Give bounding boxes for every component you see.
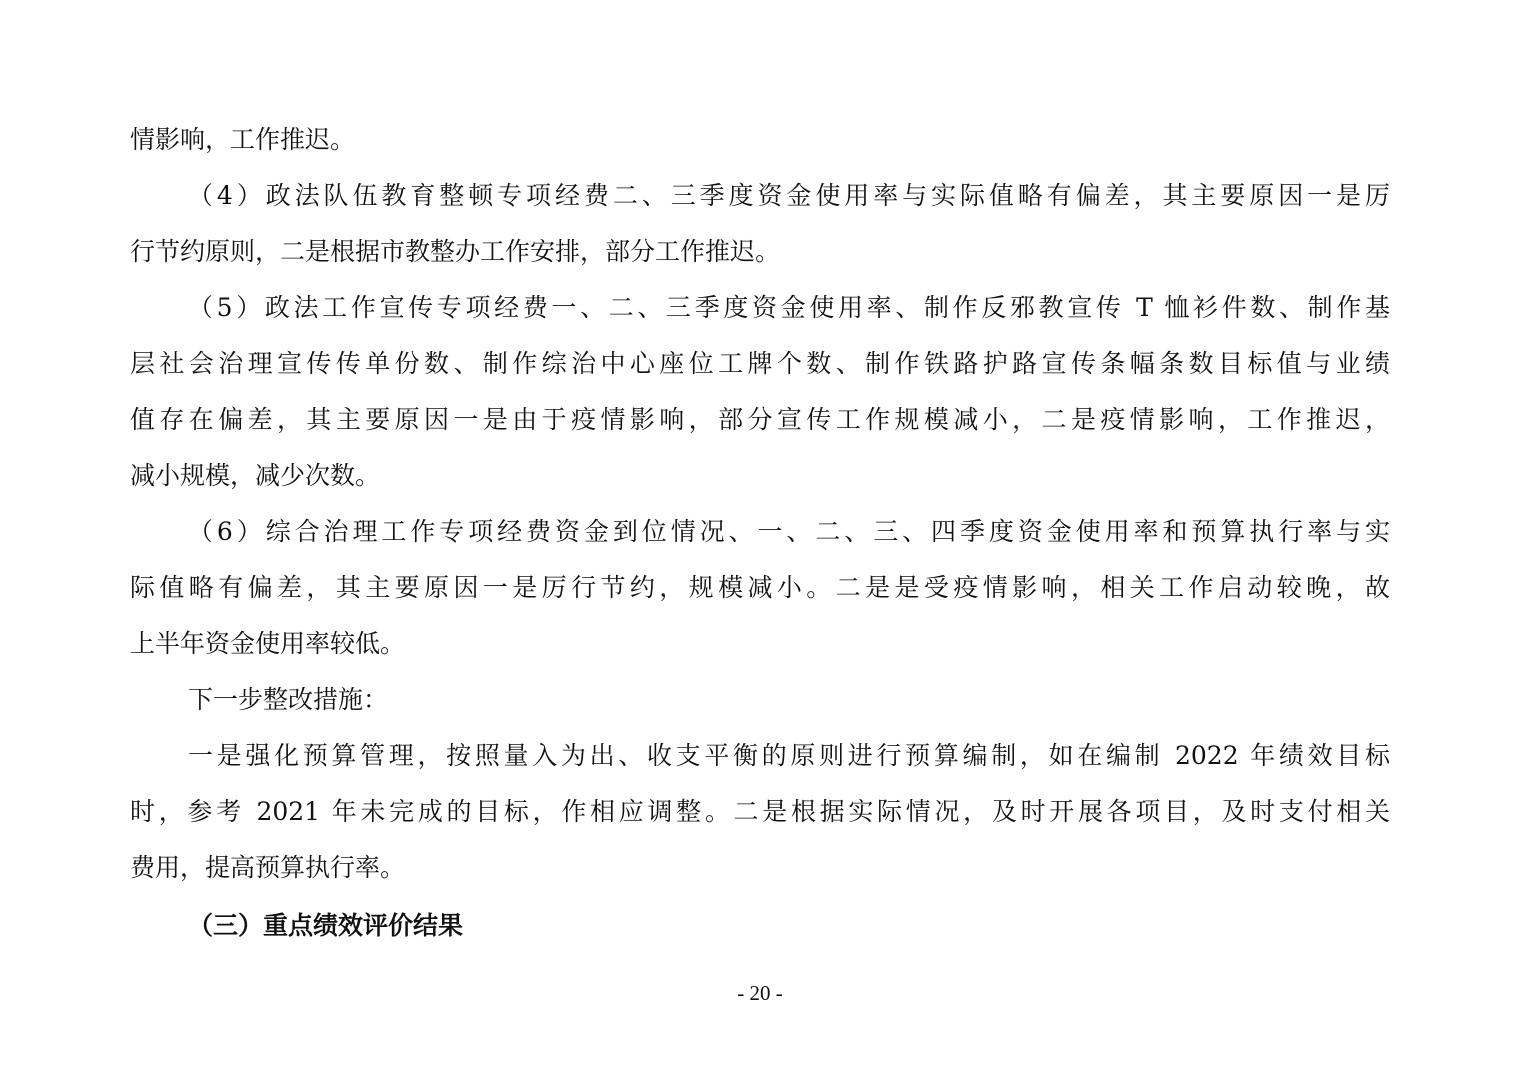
next-steps-line-1: 一是强化预算管理，按照量入为出、收支平衡的原则进行预算编制，如在编制 2022 年绩效目标 (188, 741, 1390, 770)
item-6-line-1: （6）综合治理工作专项经费资金到位情况、一、二、三、四季度资金使用率和预算执行率与实 (188, 517, 1390, 546)
item-6-line-3: 上半年资金使用率较低。 (130, 629, 406, 658)
next-steps-line-3: 费用，提高预算执行率。 (130, 853, 406, 882)
page-number: - 20 - (737, 981, 783, 1005)
section-heading: （三）重点绩效评价结果 (188, 911, 464, 940)
paragraph-continuation-line: 情影响，工作推迟。 (130, 125, 356, 154)
item-5-line-2: 层社会治理宣传传单份数、制作综治中心座位工牌个数、制作铁路护路宣传条幅条数目标值与业绩 (130, 349, 1390, 378)
item-5-line-3: 值存在偏差，其主要原因一是由于疫情影响，部分宣传工作规模减小，二是疫情影响，工作推迟， (130, 405, 1390, 434)
item-5-line-4: 减小规模，减少次数。 (130, 461, 381, 490)
item-5-line-1: （5）政法工作宣传专项经费一、二、三季度资金使用率、制作反邪教宣传 T 恤衫件数、制作基 (188, 293, 1390, 322)
next-steps-label: 下一步整改措施： (188, 685, 389, 714)
item-4-line-1: （4）政法队伍教育整顿专项经费二、三季度资金使用率与实际值略有偏差，其主要原因一是厉 (188, 181, 1390, 210)
next-steps-line-2: 时，参考 2021 年未完成的目标，作相应调整。二是根据实际情况，及时开展各项目，及时支付相关 (130, 797, 1390, 826)
item-6-line-2: 际值略有偏差，其主要原因一是厉行节约，规模减小。二是是受疫情影响，相关工作启动较晚，故 (130, 573, 1390, 602)
item-4-line-2: 行节约原则，二是根据市教整办工作安排，部分工作推迟。 (130, 237, 781, 266)
